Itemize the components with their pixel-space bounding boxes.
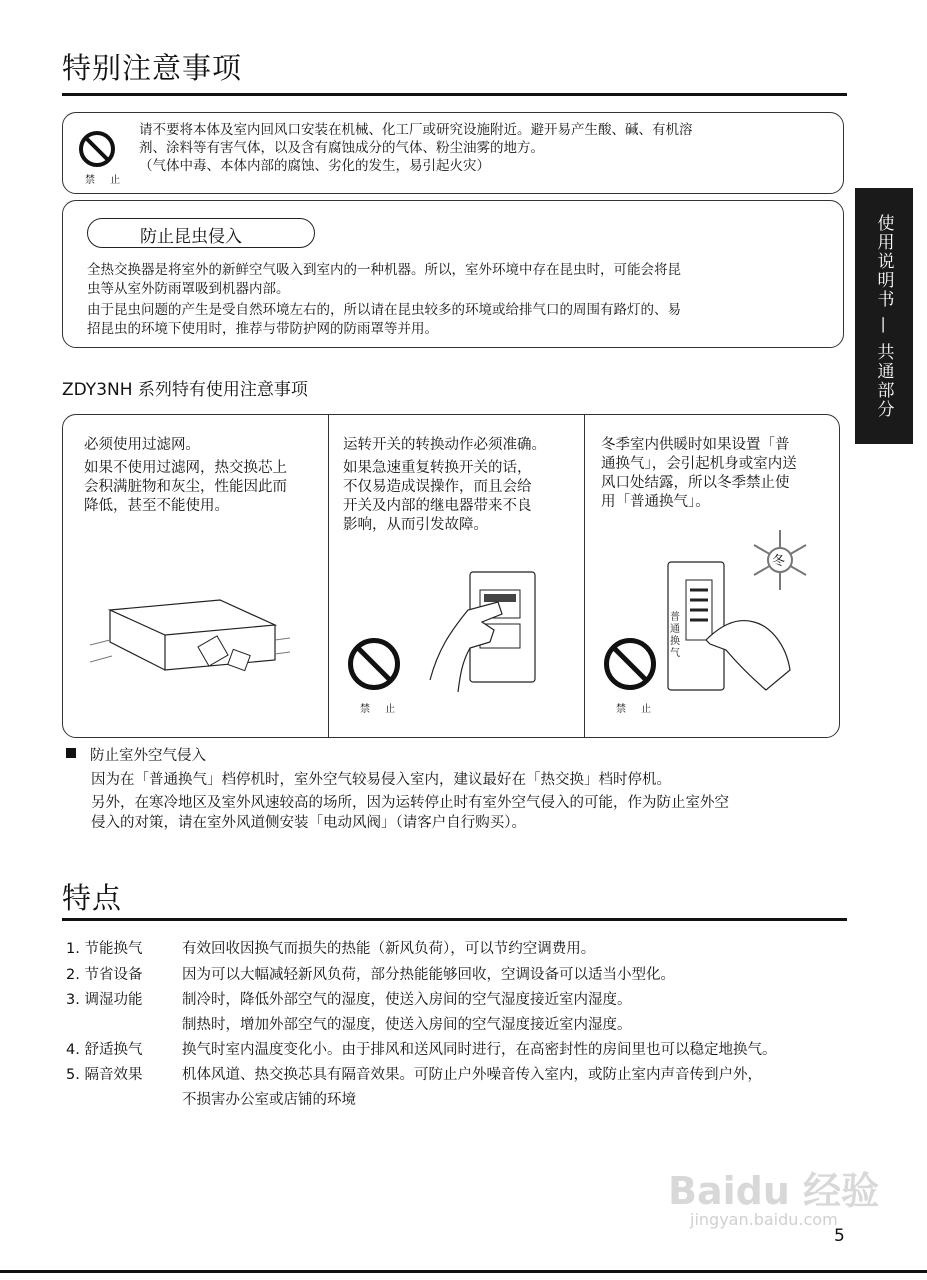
watermark-brand: Baidu 经验 <box>668 1169 880 1213</box>
col2-line: 运转开关的转换动作必须准确。 <box>343 437 546 453</box>
outside-air-line: 侵入的对策，请在室外风道侧安装「电动风阀」（请客户自行购买）。 <box>91 815 526 831</box>
col3-line: 风口处结露，所以冬季禁止使 <box>601 475 790 491</box>
col3-line: 用「普通换气」。 <box>601 494 710 510</box>
warning-line: 剂、涂料等有害气体，以及含有腐蚀成分的气体、粉尘油雾的地方。 <box>139 140 544 156</box>
side-tab: 使用说明书 — 共通部分 <box>855 188 913 444</box>
page-title: 特别注意事项 <box>62 51 243 85</box>
col1-line: 必须使用过滤网。 <box>84 437 200 453</box>
col1-line: 如果不使用过滤网，热交换芯上 <box>84 460 287 476</box>
insect-title: 防止昆虫侵入 <box>87 218 315 248</box>
feature-text: 有效回收因换气而损失的热能（新风负荷），可以节约空调费用。 <box>182 941 596 957</box>
insect-line: 全热交换器是将室外的新鲜空气吸入到室内的一种机器。所以，室外环境中存在昆虫时，可能会将昆 <box>87 262 681 278</box>
insect-line: 由于昆虫问题的产生是受自然环境左右的，所以请在昆虫较多的环境或给排气口的周围有路灯的、易 <box>87 302 681 318</box>
watermark-url: jingyan.baidu.com <box>690 1210 838 1229</box>
col3-line: 冬季室内供暖时如果设置「普 <box>601 437 790 453</box>
feature-num: 1. 节能换气 <box>66 941 143 957</box>
outside-air-heading: 防止室外空气侵入 <box>90 748 206 764</box>
insect-line: 虫等从室外防雨罩吸到机器内部。 <box>87 281 290 297</box>
prohibit-icon <box>79 131 115 167</box>
bottom-rule <box>0 1270 927 1273</box>
feature-num: 2. 节省设备 <box>66 967 143 983</box>
feature-num: 3. 调湿功能 <box>66 992 143 1008</box>
switch-hand-illustration <box>420 570 540 700</box>
features-title: 特点 <box>62 881 123 915</box>
title-rule <box>62 93 847 96</box>
prohibit-label: 禁 止 <box>616 704 658 715</box>
outside-air-line: 因为在「普通换气」档停机时，室外空气较易侵入室内，建议最好在「热交换」档时停机。 <box>91 772 671 788</box>
heat-exchanger-illustration <box>90 580 290 680</box>
insect-line: 招昆虫的环境下使用时，推荐与带防护网的防雨罩等并用。 <box>87 321 438 337</box>
insect-box <box>62 200 844 348</box>
column-divider <box>584 414 585 738</box>
feature-text: 因为可以大幅减轻新风负荷，部分热能能够回收，空调设备可以适当小型化。 <box>182 967 675 983</box>
prohibit-label: 禁 止 <box>85 175 127 186</box>
col3-line: 通换气」，会引起机身或室内送 <box>601 456 797 472</box>
outside-air-line: 另外，在寒冷地区及室外风速较高的场所，因为运转停止时有室外空气侵入的可能，作为防止室外空 <box>91 795 729 811</box>
feature-text: 机体风道、热交换芯具有隔音效果。可防止户外噪音传入室内，或防止室内声音传到户外， <box>182 1067 762 1083</box>
square-bullet-icon <box>66 748 76 758</box>
col2-line: 开关及内部的继电器带来不良 <box>343 498 532 514</box>
col1-line: 会积满脏物和灰尘，性能因此而 <box>84 479 287 495</box>
prohibit-icon <box>604 638 656 690</box>
column-divider <box>328 414 329 738</box>
prohibit-icon <box>348 638 400 690</box>
warning-box <box>62 112 844 194</box>
snowflake-label: 冬 <box>772 554 786 569</box>
warning-line: 请不要将本体及室内回风口安装在机械、化工厂或研究设施附近。避开易产生酸、碱、有机溶 <box>139 122 693 138</box>
page-number: 5 <box>834 1226 845 1246</box>
warning-line: （气体中毒、本体内部的腐蚀、劣化的发生，易引起火灾） <box>139 158 490 174</box>
col2-line: 影响，从而引发故障。 <box>343 517 488 533</box>
feature-text: 不损害办公室或店铺的环境 <box>182 1092 356 1108</box>
feature-text: 换气时室内温度变化小。由于排风和送风同时进行，在高密封性的房间里也可以稳定地换气。 <box>182 1042 777 1058</box>
col2-line: 如果急速重复转换开关的话， <box>343 460 532 476</box>
col2-line: 不仅易造成误操作，而且会给 <box>343 479 532 495</box>
feature-text: 制热时，增加外部空气的湿度，使送入房间的空气湿度接近室内湿度。 <box>182 1017 632 1033</box>
series-heading: ZDY3NH 系列特有使用注意事项 <box>62 380 308 400</box>
features-rule <box>62 918 847 921</box>
col1-line: 降低，甚至不能使用。 <box>84 498 229 514</box>
switch-label: 普通换气 <box>670 612 680 659</box>
feature-num: 5. 隔音效果 <box>66 1067 143 1083</box>
feature-num: 4. 舒适换气 <box>66 1042 143 1058</box>
feature-text: 制冷时，降低外部空气的湿度，使送入房间的空气湿度接近室内湿度。 <box>182 992 632 1008</box>
prohibit-label: 禁 止 <box>360 704 402 715</box>
